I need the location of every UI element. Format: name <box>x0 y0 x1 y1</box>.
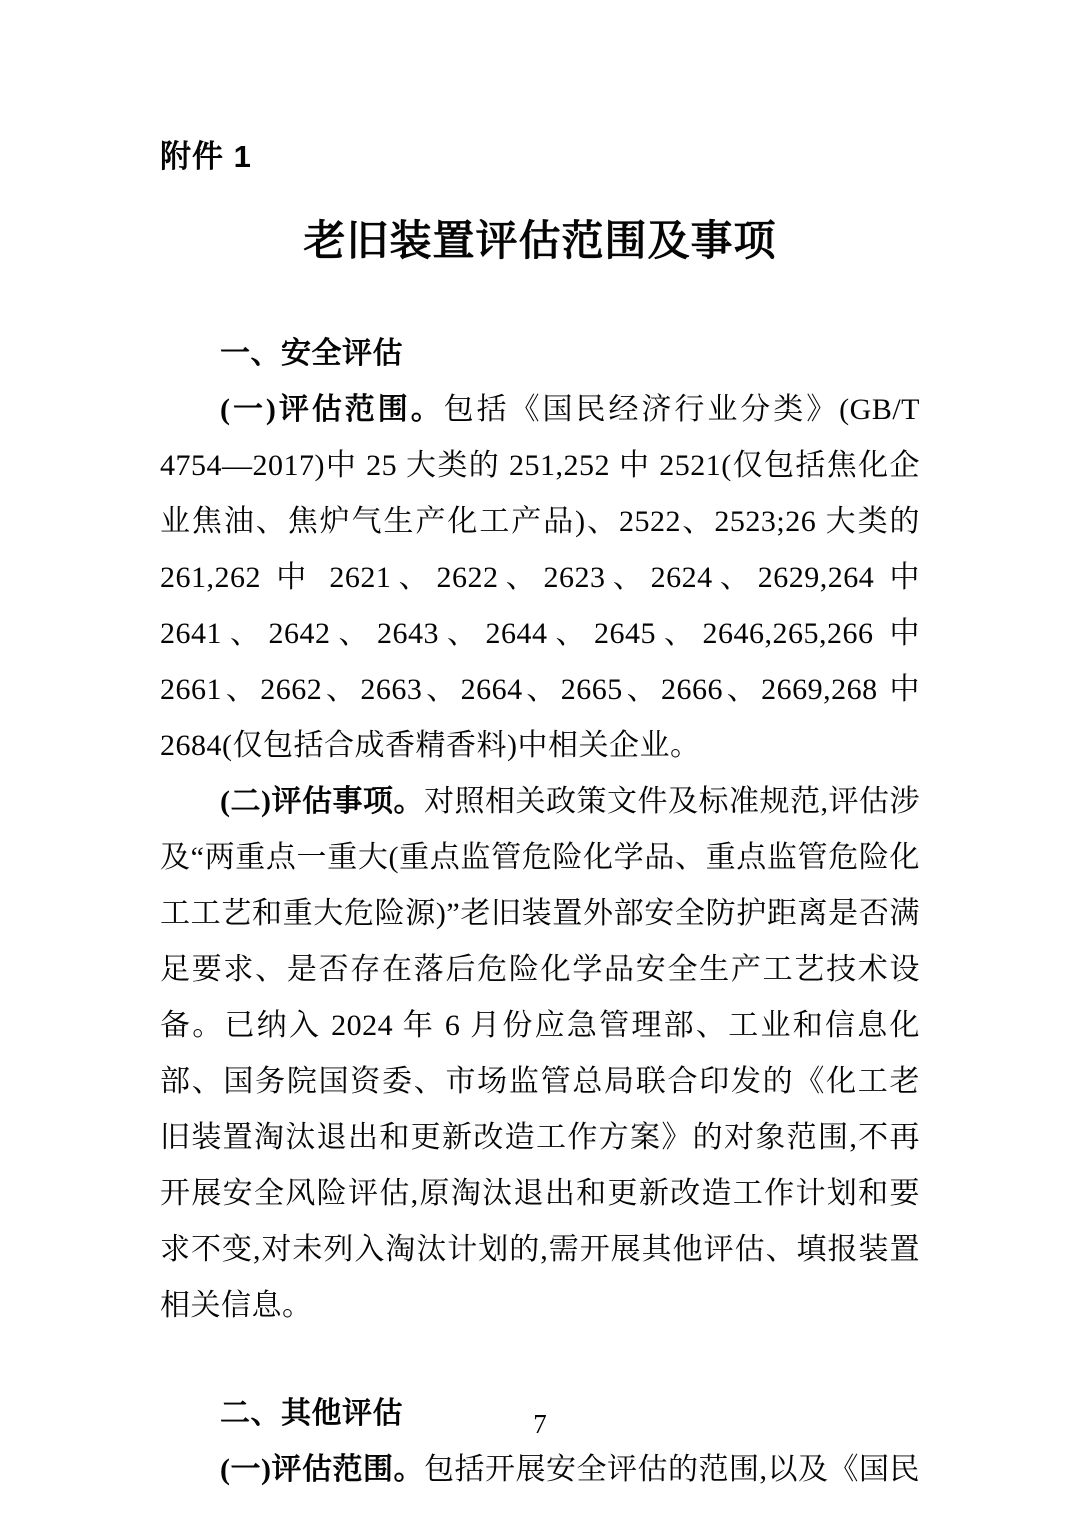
paragraph-text: 对照相关政策文件及标准规范,评估涉及“两重点一重大(重点监管危险化学品、重点监管危险化工工艺和重大危险源)”老旧装置外部安全防护距离是否满足要求、是否存在落后危险化学品安全生产工艺技术设备。已纳入 2024 年 6 月份应急管理部、工业和信息化部、国务院国资委、市场监管总局联合印发的《化工老旧装置淘汰退出和更新改造工作方案》的对象范围,不再开展安全风险评估,原淘汰退出和更新改造工作计划和要求不变,对未列入淘汰计划的,需开展其他评估、填报装置相关信息。 <box>160 785 921 1322</box>
section-heading-safety-assessment: 一、安全评估 <box>220 337 403 370</box>
paragraph-safety-scope <box>160 382 920 774</box>
document-content <box>160 0 920 1498</box>
paragraph-lead: (二)评估事项。 <box>220 785 424 818</box>
paragraph-safety-items <box>160 774 920 1334</box>
paragraph-text: 包括《国民经济行业分类》(GB/T 4754—2017)中 25 大类的 251,252 中 2521(仅包括焦化企业焦油、焦炉气生产化工产品)、2522、2523;26 大类的 261,262 中 2621、2622、2623、2624、2629,264 中 2641、2642、2643、2644、2645、2646,265,266 中 2661、2662、2663、2664、2665、2666、2669,268 中 2684(仅包括合成香精香料)中相关企业。 <box>160 393 920 762</box>
paragraph-lead: (一)评估范围。 <box>220 1453 424 1486</box>
paragraph-lead: (一)评估范围。 <box>220 393 444 426</box>
attachment-label: 附件 1 <box>160 139 252 174</box>
section-heading-other-assessment: 二、其他评估 <box>220 1397 403 1430</box>
document-title: 老旧装置评估范围及事项 <box>303 219 777 265</box>
paragraph-other-scope <box>160 1442 920 1498</box>
page-number: 7 <box>533 1409 547 1439</box>
paragraph-text: 包括开展安全评估的范围,以及《国民 <box>423 1453 920 1486</box>
